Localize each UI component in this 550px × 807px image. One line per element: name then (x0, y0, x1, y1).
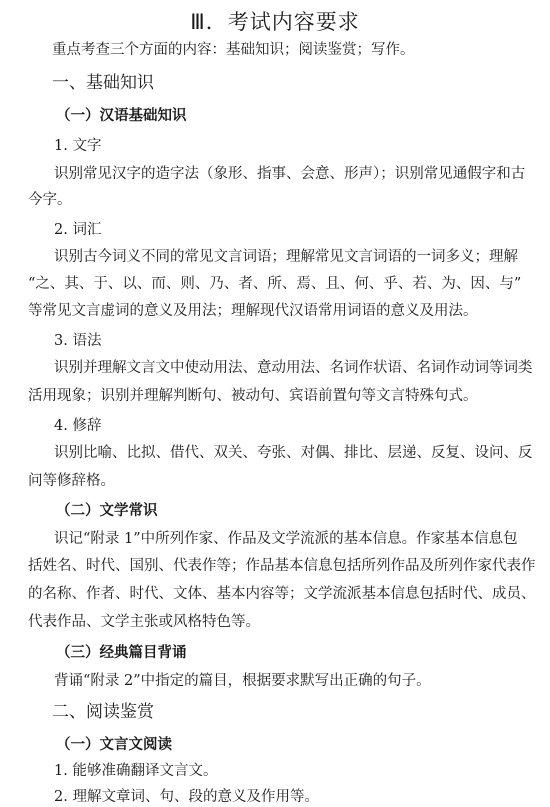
section-heading-basic-knowledge: 一、基础知识 (52, 73, 154, 93)
page-title: Ⅲ．考试内容要求 (190, 10, 360, 34)
list-item: 2. 理解文章词、句、段的意义及作用等。 (54, 789, 319, 805)
paragraph-line: 背诵“附录 2”中指定的篇目，根据要求默写出正确的句子。 (54, 673, 431, 689)
paragraph-line: 等常见文言虚词的意义及用法；理解现代汉语常用词语的意义及用法。 (28, 303, 478, 319)
subsection-heading-classic-recitation: （三）经典篇目背诵 (56, 644, 187, 661)
item-label-grammar: 3. 语法 (54, 333, 102, 349)
paragraph-line: 识别古今词义不同的常见文言词语；理解常见文言词语的一词多义；理解 (54, 249, 518, 265)
subsection-heading-chinese-basics: （一）汉语基础知识 (56, 107, 187, 124)
paragraph-line: 代表作品、文学主张或风格特色等。 (28, 614, 260, 630)
paragraph-line: 活用现象；识别并理解判断句、被动句、宾语前置句等文言特殊句式。 (28, 388, 478, 404)
paragraph-line: 今字。 (28, 192, 72, 208)
subsection-heading-literary-knowledge: （二）文学常识 (56, 502, 158, 519)
item-label-rhetoric: 4. 修辞 (54, 418, 102, 434)
paragraph-line: 括姓名、时代、国别、代表作等；作品基本信息包括所列作品及所列作家代表作 (28, 558, 536, 574)
list-item: 1. 能够准确翻译文言文。 (54, 763, 218, 779)
item-label-characters: 1. 文字 (54, 138, 102, 154)
paragraph-line: 识别并理解文言文中使动用法、意动用法、名词作状语、名词作动词等词类 (54, 360, 533, 376)
paragraph-line: 识别比喻、比拟、借代、双关、夸张、对偶、排比、层递、反复、设问、反 (54, 445, 533, 461)
paragraph-line: 的名称、作者、时代、文体、基本内容等；文学流派基本信息包括时代、成员、 (28, 586, 536, 602)
paragraph-line: 问等修辞格。 (28, 473, 115, 489)
paragraph-line: 识别常见汉字的造字法（象形、指事、会意、形声）；识别常见通假字和古 (54, 166, 526, 182)
paragraph-line: 识记“附录 1”中所列作家、作品及文学流派的基本信息。作家基本信息包 (54, 531, 518, 547)
section-heading-reading-appreciation: 二、阅读鉴赏 (52, 702, 154, 722)
subsection-heading-classical-reading: （一）文言文阅读 (56, 736, 172, 753)
intro-text: 重点考查三个方面的内容：基础知识；阅读鉴赏；写作。 (52, 42, 415, 58)
item-label-vocabulary: 2. 词汇 (54, 222, 102, 238)
paragraph-line: “之、其、于、以、而、则、乃、者、所、焉、且、何、乎、若、为、因、与” (28, 276, 522, 292)
